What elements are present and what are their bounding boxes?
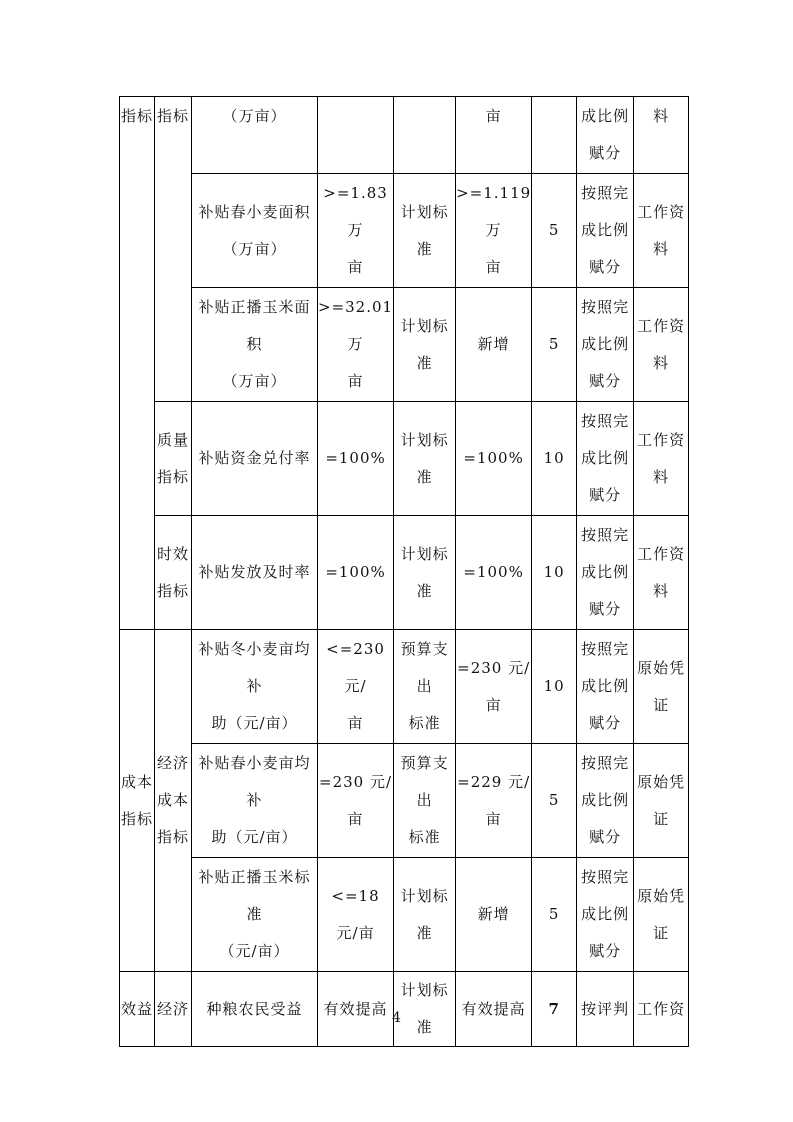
basis-cell: 计划标准 [394, 858, 456, 972]
evidence-cell: 料 [634, 97, 689, 174]
score-cell: 5 [532, 174, 577, 288]
basis-cell: 预算支出 标准 [394, 630, 456, 744]
basis-cell: 计划标准 [394, 972, 456, 1047]
scoring-method-cell: 按评判 [577, 972, 634, 1047]
scoring-method-cell: 按照完 成比例 赋分 [577, 630, 634, 744]
level1-indicator-cell: 成本 指标 [120, 630, 155, 972]
annual-target-cell: =100% [318, 402, 394, 516]
score-cell: 5 [532, 858, 577, 972]
score-cell [532, 97, 577, 174]
evidence-cell: 原始凭 证 [634, 744, 689, 858]
scoring-method-cell: 成比例 赋分 [577, 97, 634, 174]
level2-indicator-cell: 时效 指标 [155, 516, 192, 630]
evidence-cell: 原始凭 证 [634, 630, 689, 744]
evidence-cell: 工作资 料 [634, 402, 689, 516]
table-row [120, 402, 689, 516]
score-cell: 10 [532, 402, 577, 516]
annual-target-cell: 有效提高 [318, 972, 394, 1047]
score-cell: 10 [532, 516, 577, 630]
level1-indicator-cell: 效益 [120, 972, 155, 1047]
scoring-method-cell: 按照完 成比例 赋分 [577, 744, 634, 858]
indicator-name-cell: 补贴冬小麦亩均补 助（元/亩） [192, 630, 318, 744]
actual-value-cell: >=1.119 万 亩 [456, 174, 532, 288]
score-cell: 7 [532, 972, 577, 1047]
basis-cell: 计划标准 [394, 402, 456, 516]
annual-target-cell: >=32.01 万 亩 [318, 288, 394, 402]
level1-indicator-cell: 指标 [120, 97, 155, 630]
annual-target-cell: <=230 元/ 亩 [318, 630, 394, 744]
annual-target-cell: =100% [318, 516, 394, 630]
scoring-method-cell: 按照完 成比例 赋分 [577, 402, 634, 516]
table-row [120, 744, 689, 858]
table-row [120, 174, 689, 288]
level2-indicator-cell: 经济 成本 指标 [155, 630, 192, 972]
table-row [120, 97, 689, 174]
annual-target-cell [318, 97, 394, 174]
level2-indicator-cell: 经济 [155, 972, 192, 1047]
score-cell: 10 [532, 630, 577, 744]
actual-value-cell: =229 元/亩 [456, 744, 532, 858]
indicator-name-cell: 补贴春小麦面积 （万亩） [192, 174, 318, 288]
indicator-name-cell: 补贴正播玉米标准 （元/亩） [192, 858, 318, 972]
scoring-method-cell: 按照完 成比例 赋分 [577, 288, 634, 402]
table-row [120, 516, 689, 630]
table-row [120, 972, 689, 1047]
evidence-cell: 工作资 料 [634, 288, 689, 402]
table-row [120, 288, 689, 402]
annual-target-cell: >=1.83 万 亩 [318, 174, 394, 288]
indicator-name-cell: 种粮农民受益 [192, 972, 318, 1047]
basis-cell: 预算支出 标准 [394, 744, 456, 858]
actual-value-cell: =230 元/亩 [456, 630, 532, 744]
annual-target-cell: =230 元/亩 [318, 744, 394, 858]
scoring-method-cell: 按照完 成比例 赋分 [577, 516, 634, 630]
actual-value-cell: 有效提高 [456, 972, 532, 1047]
basis-cell: 计划标准 [394, 516, 456, 630]
evidence-cell: 工作资 [634, 972, 689, 1047]
indicator-name-cell: 补贴资金兑付率 [192, 402, 318, 516]
score-cell: 5 [532, 744, 577, 858]
indicator-name-cell: 补贴正播玉米面积 （万亩） [192, 288, 318, 402]
indicator-name-cell: 补贴春小麦亩均补 助（元/亩） [192, 744, 318, 858]
table-row [120, 630, 689, 744]
indicator-name-cell: （万亩） [192, 97, 318, 174]
table-row [120, 858, 689, 972]
actual-value-cell: 新增 [456, 288, 532, 402]
actual-value-cell: =100% [456, 402, 532, 516]
basis-cell: 计划标准 [394, 288, 456, 402]
page-number: 4 [392, 1010, 401, 1026]
evidence-cell: 工作资 料 [634, 174, 689, 288]
performance-indicator-table [119, 96, 689, 1047]
level2-indicator-cell: 指标 [155, 97, 192, 402]
evidence-cell: 工作资 料 [634, 516, 689, 630]
score-cell: 5 [532, 288, 577, 402]
actual-value-cell: =100% [456, 516, 532, 630]
annual-target-cell: <=18 元/亩 [318, 858, 394, 972]
basis-cell: 计划标准 [394, 174, 456, 288]
scoring-method-cell: 按照完 成比例 赋分 [577, 858, 634, 972]
basis-cell [394, 97, 456, 174]
scoring-method-cell: 按照完 成比例 赋分 [577, 174, 634, 288]
indicator-name-cell: 补贴发放及时率 [192, 516, 318, 630]
actual-value-cell: 亩 [456, 97, 532, 174]
level2-indicator-cell: 质量 指标 [155, 402, 192, 516]
evidence-cell: 原始凭 证 [634, 858, 689, 972]
actual-value-cell: 新增 [456, 858, 532, 972]
